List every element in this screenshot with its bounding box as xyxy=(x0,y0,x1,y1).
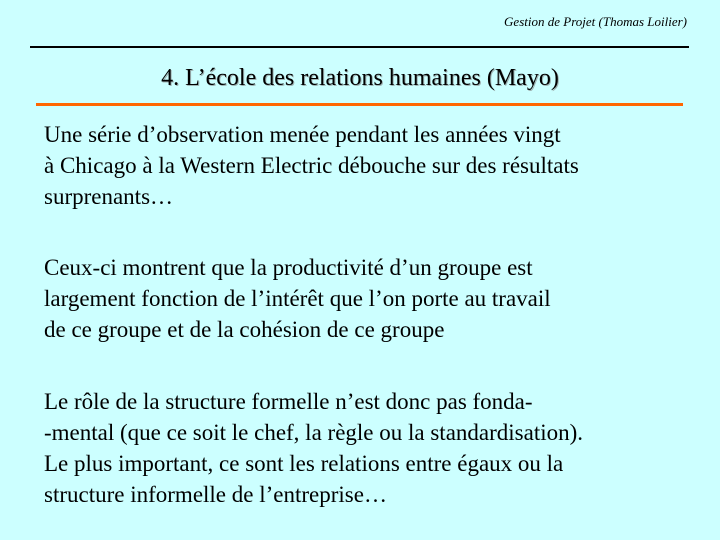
paragraph-3 xyxy=(44,386,710,510)
header-text: Gestion de Projet (Thomas Loilier) xyxy=(504,14,687,29)
slide-title: 4. L’école des relations humaines (Mayo) xyxy=(161,65,559,91)
paragraph-line: structure informelle de l’entreprise… xyxy=(44,482,387,507)
paragraph-line: -mental (que ce soit le chef, la règle ou la standardisation). xyxy=(44,420,584,445)
paragraph-1 xyxy=(44,119,710,212)
paragraph-line: Le plus important, ce sont les relations entre égaux ou la xyxy=(44,451,564,476)
paragraph-line: Ceux-ci montrent que la productivité d’un groupe est xyxy=(44,255,533,280)
header-divider xyxy=(30,46,689,48)
paragraph-2 xyxy=(44,252,710,345)
title-underline xyxy=(36,103,683,106)
paragraph-line: à Chicago à la Western Electric débouche sur des résultats xyxy=(44,153,579,178)
paragraph-line: de ce groupe et de la cohésion de ce groupe xyxy=(44,317,445,342)
paragraph-line: surprenants… xyxy=(44,184,174,209)
paragraph-line: Une série d’observation menée pendant les années vingt xyxy=(44,122,561,147)
paragraph-line: Le rôle de la structure formelle n’est donc pas fonda- xyxy=(44,389,533,414)
paragraph-line: largement fonction de l’intérêt que l’on porte au travail xyxy=(44,286,551,311)
